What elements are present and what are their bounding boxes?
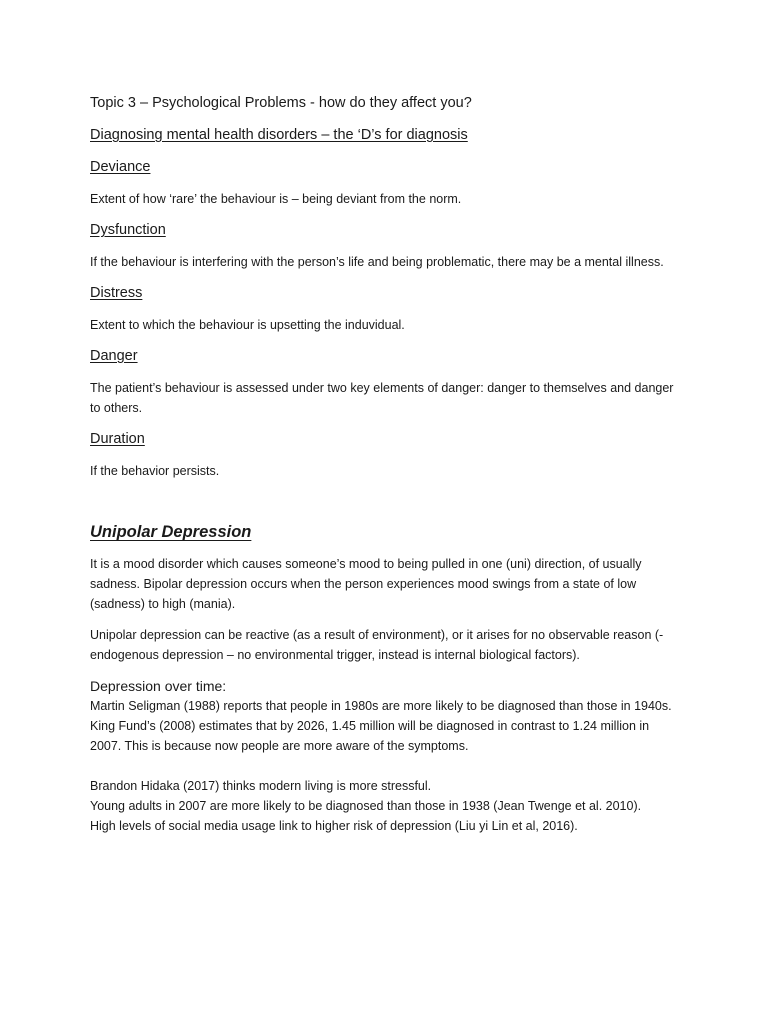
deviance-text: Extent of how ‘rare’ the behaviour is – being deviant from the norm. (90, 192, 462, 206)
unipolar-paragraph-2: Unipolar depression can be reactive (as a result of environment), or it arises for no observable reason (-endogenous depression – no environmental trigger, instead is internal biological factors). (90, 628, 664, 662)
danger-text: The patient’s behaviour is assessed under two key elements of danger: danger to themselves and danger to others. (90, 381, 674, 415)
topic-title: Topic 3 – Psychological Problems - how do they affect you? (90, 95, 472, 111)
duration-text: If the behavior persists. (90, 464, 220, 478)
twenge-text: Young adults in 2007 are more likely to be diagnosed than those in 1938 (Jean Twenge et al. 2010). (90, 799, 642, 813)
deviance-heading: Deviance (90, 159, 151, 175)
document-body (90, 93, 680, 836)
duration-heading: Duration (90, 431, 145, 447)
social-media-text: High levels of social media usage link to higher risk of depression (Liu yi Lin et al, 2016). (90, 819, 578, 833)
dysfunction-text: If the behaviour is interfering with the person’s life and being problematic, there may be a mental illness. (90, 255, 664, 269)
paragraph-spacer (90, 756, 680, 776)
seligman-text: Martin Seligman (1988) reports that people in 1980s are more likely to be diagnosed than those in 1940s. (90, 699, 672, 713)
depression-over-time-heading: Depression over time: (90, 678, 227, 694)
kings-fund-text: King Fund’s (2008) estimates that by 2026, 1.45 million will be diagnosed in contrast to 1.24 million in 2007. This is because now people are more aware of the symptoms. (90, 719, 650, 753)
dysfunction-heading: Dysfunction (90, 222, 166, 238)
danger-heading: Danger (90, 348, 138, 364)
distress-heading: Distress (90, 285, 143, 301)
unipolar-paragraph-1: It is a mood disorder which causes someone’s mood to being pulled in one (uni) direction, of usually sadness. Bipolar depression occurs when the person experiences mood swings from a state of low (sadness) to high (mania). (90, 557, 642, 611)
diagnosis-heading: Diagnosing mental health disorders – the ‘D’s for diagnosis (90, 127, 468, 143)
unipolar-heading: Unipolar Depression (90, 523, 252, 541)
hidaka-text: Brandon Hidaka (2017) thinks modern living is more stressful. (90, 779, 432, 793)
distress-text: Extent to which the behaviour is upsetting the induvidual. (90, 318, 405, 332)
